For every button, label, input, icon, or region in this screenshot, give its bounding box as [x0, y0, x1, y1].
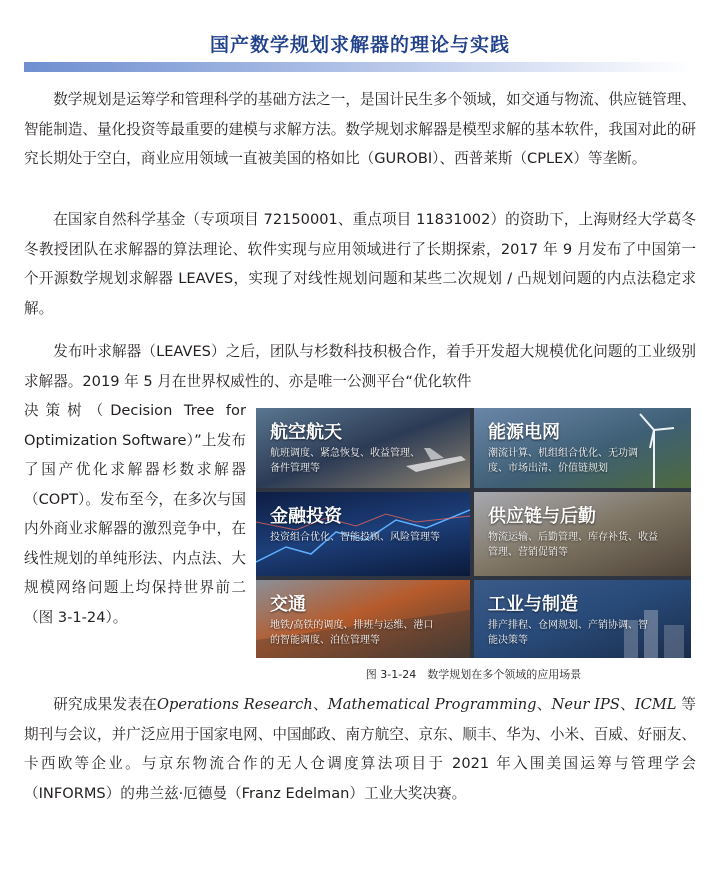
paragraph-3	[24, 337, 696, 396]
title-underline-bar	[24, 62, 692, 72]
paragraph-2-text: 在国家自然科学基金（专项项目 72150001、重点项目 11831002）的资助下，上海财经大学葛冬冬教授团队在求解器的算法理论、软件实现与应用领域进行了长期探索，2017 年 9 月发布了中国第一个开源数学规划求解器 LEAVES，实现了对线性规划问题和某些二次规划 / 凸规划问题的内点法稳定求解。	[24, 211, 696, 317]
journal-operations-research: Operations Research	[157, 696, 313, 713]
panel-finance	[256, 492, 470, 576]
figure-caption: 图 3-1-24 数学规划在多个领域的应用场景	[365, 668, 582, 681]
panel-energy-grid-title: 能源电网	[488, 422, 560, 443]
panel-aerospace-desc: 航班调度、紧急恢复、收益管理、备件管理等	[270, 448, 420, 474]
panel-aerospace	[256, 408, 470, 488]
paragraph-2	[24, 205, 696, 323]
panel-aerospace-title: 航空航天	[270, 422, 342, 443]
panel-transportation-title: 交通	[270, 594, 306, 615]
paragraph-1-text: 数学规划是运筹学和管理科学的基础方法之一，是国计民生多个领域，如交通与物流、供应链管理、智能制造、量化投资等最重要的建模与求解方法。数学规划求解器是模型求解的基本软件，我国对此的研究长期处于空白，商业应用领域一直被美国的格如比（GUROBI）、西普莱斯（CPLEX）等垄断。	[24, 91, 696, 167]
conference-neur-ips: Neur IPS	[551, 696, 620, 713]
panel-industry-manufacturing-desc: 排产排程、仓网规划、产销协调、智能决策等	[488, 620, 648, 646]
p4-prefix: 研究成果发表在	[53, 696, 158, 713]
panel-energy-grid	[474, 408, 691, 488]
journal-mathematical-programming: Mathematical Programming	[327, 696, 537, 713]
conference-icml: ICML	[634, 696, 677, 713]
panel-supply-chain-desc: 物流运输、后勤管理、库存补货、收益管理、营销促销等	[488, 532, 658, 558]
panel-finance-desc: 投资组合优化、智能投顾、风险管理等	[270, 532, 440, 543]
paragraph-3-text: 发布叶求解器（LEAVES）之后，团队与杉数科技积极合作，着手开发超大规模优化问题的工业级别求解器。2019 年 5 月在世界权威性的、亦是唯一公测平台“优化软件	[24, 343, 696, 390]
paragraph-4-text	[24, 690, 696, 808]
panel-finance-title: 金融投资	[270, 506, 342, 527]
panel-energy-grid-desc: 潮流计算、机组组合优化、无功调度、市场出清、价值链规划	[488, 448, 638, 474]
paragraph-3-wrapped-text: 决策树（Decision Tree for Optimization Software）”上发布了国产优化求解器杉数求解器（COPT）。发布至今，在多次与国内外商业求解器的激烈竞争中，在线性规划的单纯形法、内点法、大规模网络问题上均保持世界前二（图 3-1-24）。	[24, 402, 246, 626]
panel-transportation	[256, 580, 470, 658]
panel-industry-manufacturing	[474, 580, 691, 658]
panel-industry-manufacturing-title: 工业与制造	[488, 594, 578, 615]
p4-sep-2: 、	[536, 696, 552, 713]
panel-transportation-desc: 地铁/高铁的调度、排班与运维、港口的智能调度、泊位管理等	[270, 620, 434, 646]
p4-sep-3: 、	[619, 696, 635, 713]
application-figure	[256, 408, 691, 658]
page-title: 国产数学规划求解器的理论与实践	[209, 34, 510, 56]
p4-sep-1: 、	[312, 696, 328, 713]
p4-rest: 等期刊与会议，并广泛应用于国家电网、中国邮政、南方航空、京东、顺丰、华为、小米、百威、好丽友、卡西欧等企业。与京东物流合作的无人仓调度算法项目于 2021 年入围美国运筹与管理学会（INFORMS）的弗兰兹·厄德曼（Franz Edelman）工业大奖决赛。	[24, 696, 696, 802]
paragraph-4	[24, 690, 696, 808]
paragraph-1	[24, 85, 696, 174]
panel-supply-chain	[474, 492, 691, 576]
panel-supply-chain-title: 供应链与后勤	[488, 506, 596, 527]
